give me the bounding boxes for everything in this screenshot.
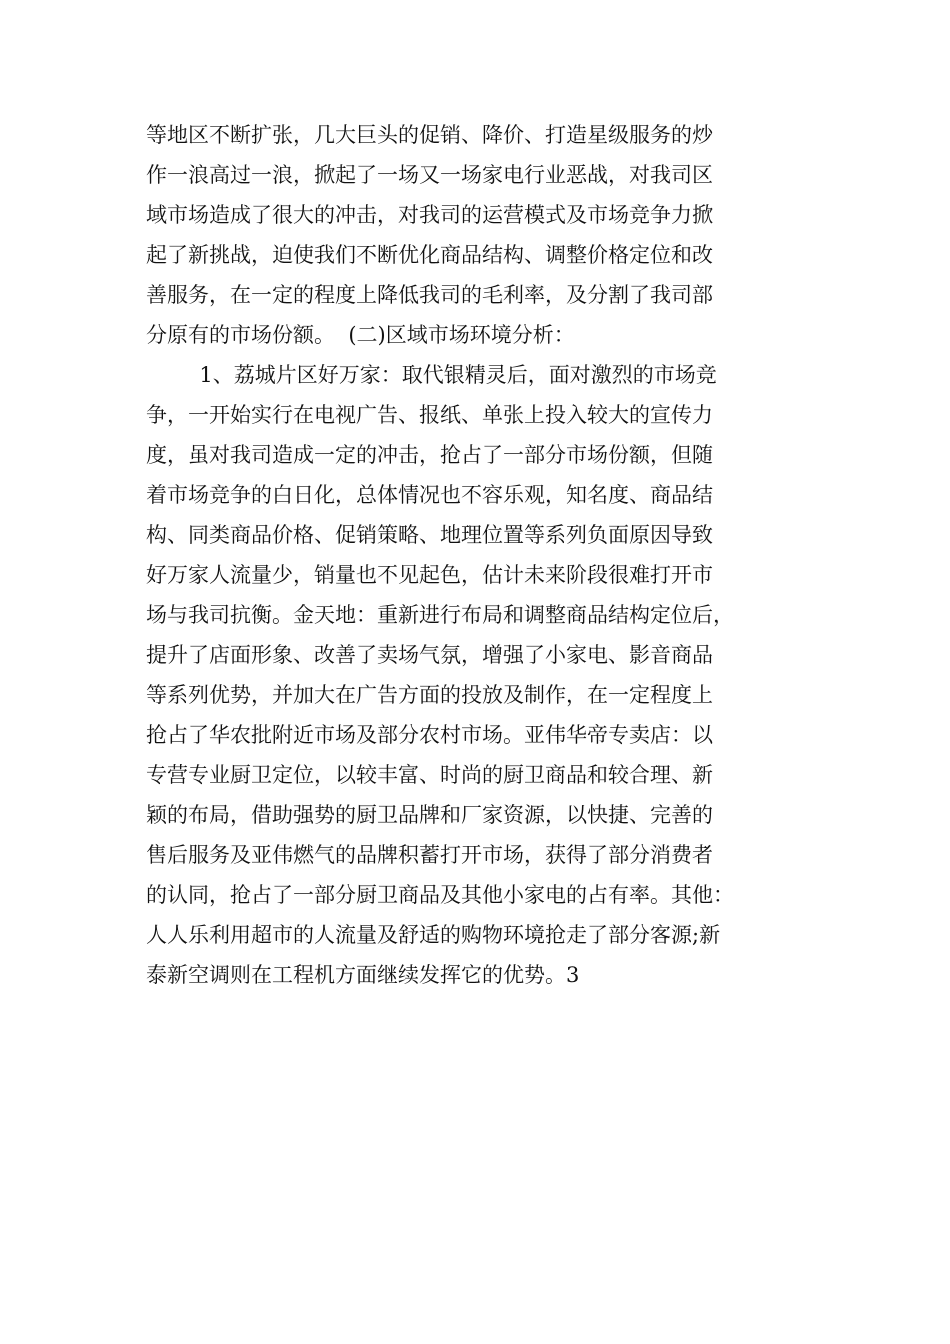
text-line: 等系列优势，并加大在广告方面的投放及制作，在一定程度上 (146, 683, 713, 707)
text-line: 构、同类商品价格、促销策略、地理位置等系列负面原因导致 (146, 523, 713, 547)
text-line: 作一浪高过一浪，掀起了一场又一场家电行业恶战，对我司区 (146, 163, 713, 187)
text-line: 着市场竞争的白日化，总体情况也不容乐观，知名度、商品结 (146, 483, 713, 507)
text-line: 域市场造成了很大的冲击，对我司的运营模式及市场竞争力掀 (146, 203, 713, 227)
text-line: 专营专业厨卫定位，以较丰富、时尚的厨卫商品和较合理、新 (146, 763, 713, 787)
paragraph-start-line: 1、荔城片区好万家：取代银精灵后，面对激烈的市场竞 (146, 363, 717, 387)
text-line: 泰新空调则在工程机方面继续发挥它的优势。3 (146, 963, 580, 987)
text-line: 人人乐利用超市的人流量及舒适的购物环境抢走了部分客源;新 (146, 923, 721, 947)
text-line: 善服务，在一定的程度上降低我司的毛利率，及分割了我司部 (146, 283, 713, 307)
text-line: 抢占了华农批附近市场及部分农村市场。亚伟华帝专卖店：以 (146, 723, 713, 747)
section-heading-line: 分原有的市场份额。 (二)区域市场环境分析： (146, 323, 575, 347)
text-line: 提升了店面形象、改善了卖场气氛，增强了小家电、影音商品 (146, 643, 713, 667)
text-line: 场与我司抗衡。金天地：重新进行布局和调整商品结构定位后， (146, 603, 734, 627)
text-line: 售后服务及亚伟燃气的品牌积蓄打开市场，获得了部分消费者 (146, 843, 713, 867)
text-line: 的认同，抢占了一部分厨卫商品及其他小家电的占有率。其他： (146, 883, 734, 907)
text-line: 等地区不断扩张，几大巨头的促销、降价、打造星级服务的炒 (146, 123, 713, 147)
text-line: 颖的布局，借助强势的厨卫品牌和厂家资源，以快捷、完善的 (146, 803, 713, 827)
text-line: 起了新挑战，迫使我们不断优化商品结构、调整价格定位和改 (146, 243, 713, 267)
text-line: 度，虽对我司造成一定的冲击，抢占了一部分市场份额，但随 (146, 443, 713, 467)
text-line: 好万家人流量少，销量也不见起色，估计未来阶段很难打开市 (146, 563, 713, 587)
text-line: 争，一开始实行在电视广告、报纸、单张上投入较大的宣传力 (146, 403, 713, 427)
body-text (146, 115, 806, 995)
